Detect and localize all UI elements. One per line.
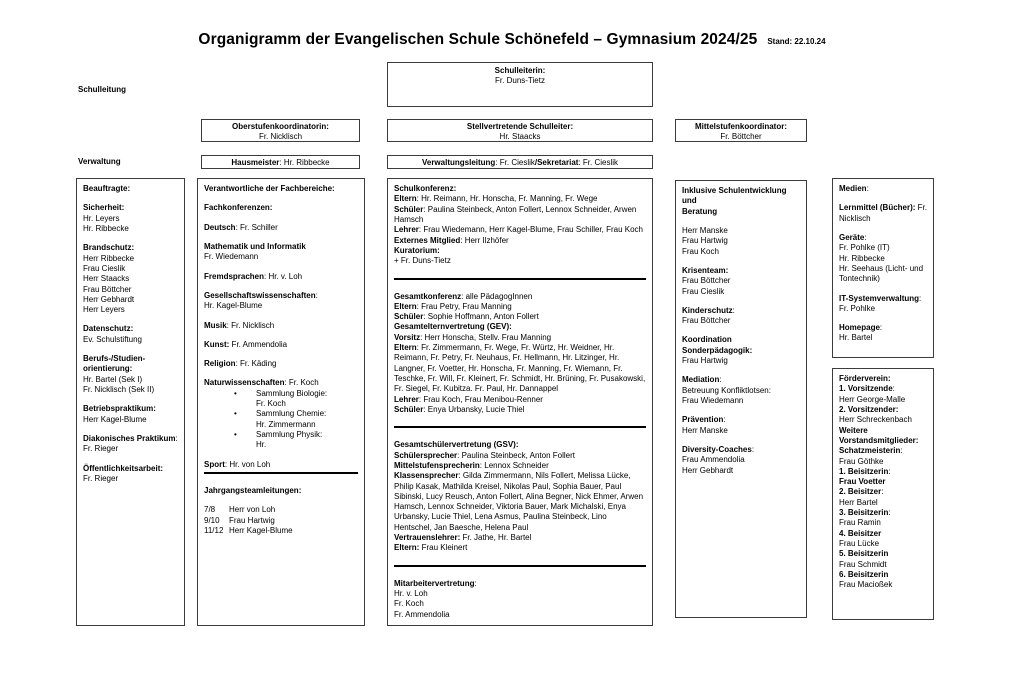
role-title: Oberstufenkoordinatorin: — [232, 122, 329, 131]
box-fachbereiche — [197, 178, 365, 626]
box-hausmeister: Hausmeister: Hr. Ribbecke — [201, 155, 360, 169]
text-line: Eltern: Fr. Zimmermann, Fr. Wege, Fr. Würtz, Hr. Weidner, Hr. Reimann, Fr. Petry, Fr. Neuhaus, Fr. Hellmann, Hr. Litzinger, Hr. Langner, Fr. Voetter, Hr. Honscha, Fr. Manning, Fr. Wiemann, Fr. Teschke, Fr. Will, Fr. Kleinert, Fr. Schmidt, Hr. Brüning, Fr. Pusakowski, Fr. Siegel, Fr. Kubitza. Fr. Paul, Hr. Dannappel — [394, 343, 646, 394]
text-line: • Sammlung Chemie: — [204, 409, 358, 419]
text-line: Gesamtelternvertretung (GEV): — [394, 322, 512, 332]
text-line: Eltern: Hr. Reimann, Hr. Honscha, Fr. Manning, Fr. Wege — [394, 194, 598, 204]
text-line: Verantwortliche der Fachbereiche: — [204, 184, 335, 193]
spacer — [682, 436, 800, 445]
text-line: Lernmittel (Bücher): Fr. Nicklisch — [839, 203, 928, 223]
text-line: Hr. Zimmermann — [256, 419, 316, 429]
text-line: + Fr. Duns-Tietz — [394, 256, 451, 266]
title-stand: Stand: 22.10.24 — [767, 37, 826, 46]
text-line: IT-Systemverwaltung: — [839, 293, 922, 303]
role-name: Hr. Staacks — [499, 132, 541, 142]
role-title: Stellvertretende Schulleiter: — [466, 122, 574, 131]
text-line: Herr Manske — [682, 225, 728, 235]
box-verwaltungsleitung: Verwaltungsleitung: Fr. Cieslik/Sekretariat: Fr. Cieslik — [387, 155, 653, 169]
box-mittelstufenkoordinator — [675, 119, 807, 142]
text-line: • Sammlung Biologie: — [204, 389, 358, 399]
text-line: Frau Böttcher — [83, 284, 132, 294]
role-name: Fr. Nicklisch — [258, 132, 303, 142]
spacer — [83, 194, 178, 203]
box-oberstufenkoordinatorin — [201, 119, 360, 142]
text-line: Datenschutz: — [83, 324, 134, 334]
text-line: Fr. Wiedemann — [204, 252, 259, 262]
text-line: Herr Manske — [682, 425, 728, 435]
text-line: Frau Ramin — [839, 518, 881, 528]
spacer — [682, 366, 800, 375]
spacer — [394, 570, 646, 579]
role-name: Fr. Duns-Tietz — [495, 76, 545, 86]
spacer — [204, 194, 358, 203]
spacer — [394, 283, 646, 292]
text-line: Inklusive Schulentwicklung und — [682, 186, 787, 206]
spacer — [204, 214, 358, 223]
text-line: Frau Koch — [682, 246, 719, 256]
text-line: Herr Leyers — [83, 305, 125, 315]
text-line: Krisenteam: — [682, 265, 729, 275]
text-line: 2. Vorsitzender: — [839, 404, 899, 414]
spacer — [682, 326, 800, 335]
text-line: 6. Beisitzerin — [839, 569, 889, 579]
text-line: Hr. Seehaus (Licht- und Tontechnik) — [839, 263, 924, 284]
section-divider — [394, 565, 646, 567]
text-line: Frau Wiedemann — [682, 396, 744, 405]
spacer — [839, 194, 927, 203]
box-gremien — [387, 178, 653, 626]
text-line: Herr Staacks — [83, 274, 130, 284]
text-line: Vertrauenslehrer: Fr. Jathe, Hr. Bartel — [394, 533, 532, 543]
text-line: Herr Gebhardt — [83, 294, 135, 304]
text-line: 3. Beisitzerin: — [839, 508, 891, 518]
text-line: Herr Schreckenbach — [839, 415, 912, 425]
text-line: • Sammlung Physik: — [204, 430, 358, 440]
text-line: Brandschutz: — [83, 243, 135, 253]
text-line: Frau Böttcher — [682, 276, 731, 286]
text-line: Gesamtkonferenz: alle PädagogInnen — [394, 291, 533, 301]
page-title — [0, 31, 1024, 49]
text-line: Fr. Koch — [394, 599, 424, 609]
text-line: 7/8 Herr von Loh — [204, 505, 276, 515]
text-line: Kinderschutz: — [682, 305, 735, 315]
text-line: Kunst: Fr. Ammendolia — [204, 339, 288, 349]
text-line: Ev. Schulstiftung — [83, 334, 142, 344]
text-line: Mittelstufensprecherin: Lennox Schneider — [394, 460, 549, 470]
text-line: Eltern: Frau Petry, Frau Manning — [394, 301, 512, 311]
spacer — [204, 233, 358, 242]
spacer — [83, 234, 178, 243]
text-line: Prävention: — [682, 415, 726, 425]
text-line: Betriebspraktikum: — [83, 404, 156, 414]
box-foerderverein — [832, 368, 934, 620]
text-line: Öffentlichkeitsarbeit: — [83, 463, 164, 473]
spacer — [204, 496, 358, 505]
text-line: 1. Beisitzerin: — [839, 466, 891, 476]
text-line: Fachkonferenzen: — [204, 203, 273, 213]
text-line: Schatzmeisterin: — [839, 446, 903, 456]
box-stellvertretender-schulleiter — [387, 119, 653, 142]
text-line: 4. Beisitzer — [839, 528, 882, 538]
spacer — [839, 224, 927, 233]
spacer — [682, 217, 800, 226]
text-line: Beratung — [682, 206, 718, 216]
text-line: Vorsitz: Herr Honscha, Stellv. Frau Manning — [394, 332, 552, 342]
row-label-schulleitung: Schulleitung — [78, 85, 126, 94]
title-text: Organigramm der Evangelischen Schule Schönefeld – Gymnasium 2024/25 — [198, 31, 758, 48]
spacer — [83, 315, 178, 324]
text-line: Gesellschaftswissenschaften: — [204, 290, 318, 300]
text-line: 9/10 Frau Hartwig — [204, 515, 275, 525]
spacer — [394, 554, 646, 563]
spacer — [682, 257, 800, 266]
spacer — [83, 455, 178, 464]
text-line: Herr Ribbecke — [83, 253, 135, 263]
spacer — [204, 282, 358, 291]
text-line: Frau Cieslik — [682, 286, 725, 296]
text-line: Frau Voetter — [839, 477, 886, 487]
spacer — [204, 369, 358, 378]
text-line: Naturwissenschaften: Fr. Koch — [204, 378, 319, 388]
text-line: Herr George-Malle — [839, 394, 906, 404]
text-line: Sport: Hr. von Loh — [204, 459, 271, 469]
box-inklusive-schulentwicklung — [675, 180, 807, 618]
spacer — [204, 451, 358, 460]
text-line: Fr. Pohlke — [839, 303, 876, 313]
text-line: Fremdsprachen: Hr. v. Loh — [204, 271, 303, 281]
spacer — [83, 425, 178, 434]
box-beauftragte — [76, 178, 185, 626]
text-line: Eltern: Frau Kleinert — [394, 543, 468, 553]
text-line: Klassensprecher: Gilda Zimmermann, Nils Follert, Melissa Lücke, Philip Kasak, Mathilda Kreisel, Nikolas Paul, Sophia Bauer, Paul Sibinski, Lucy Reusch, Anton Follert, Alina Begner, Nick Ehmer, Arwen Hamsch, Lennox Schneider, Viktoria Bauer, Mark Michalski, Enya Urbansky, Lucie Thiel, Lena Asmus, Paulina Steinbeck, Lino Hentschel, Jan Baesche, Helena Paul — [394, 471, 644, 532]
section-divider — [394, 278, 646, 280]
row-label-verwaltung: Verwaltung — [78, 157, 121, 166]
text-line: Schüler: Enya Urbansky, Lucie Thiel — [394, 404, 525, 414]
text-line: Berufs-/Studien- — [83, 354, 146, 364]
text-line: Schülersprecher: Paulina Steinbeck, Anton Follert — [394, 450, 575, 460]
section-divider — [394, 426, 646, 428]
text-line: Fr. Ammendolia — [394, 609, 450, 619]
box-medien — [832, 178, 934, 358]
spacer — [682, 406, 800, 415]
spacer — [83, 395, 178, 404]
spacer — [83, 345, 178, 354]
role-name: Fr. Böttcher — [720, 132, 762, 142]
spacer — [204, 477, 358, 486]
text-line: Medien: — [839, 184, 869, 193]
text-line: Herr Kagel-Blume — [83, 414, 147, 424]
spacer — [839, 285, 927, 294]
text-line: Herr Bartel — [839, 497, 878, 507]
spacer — [204, 263, 358, 272]
text-line: 1. Vorsitzende: — [839, 384, 895, 394]
text-line: Jahrgangsteamleitungen: — [204, 485, 302, 495]
text-line: Koordination Sonderpädagogik: — [682, 335, 753, 355]
spacer — [394, 431, 646, 440]
spacer — [204, 350, 358, 359]
spacer — [204, 331, 358, 340]
text-line: Frau Göthke — [839, 456, 884, 466]
text-line: Herr Gebhardt — [682, 465, 734, 475]
text-line: Frau Böttcher — [682, 316, 731, 326]
section-divider — [204, 472, 358, 474]
text-line: Fr. Nicklisch (Sek II) — [83, 385, 155, 394]
text-line: Schüler: Paulina Steinbeck, Anton Follert, Lennox Schneider, Arwen Hamsch — [394, 204, 637, 224]
text-line: Musik: Fr. Nicklisch — [204, 320, 275, 330]
text-line: 2. Beisitzer: — [839, 487, 884, 497]
text-line: Beauftragte: — [83, 184, 131, 193]
text-line: Fr. Rieger — [83, 444, 119, 454]
text-line: Hr. Ribbecke — [83, 223, 129, 233]
spacer — [204, 312, 358, 321]
text-line: Externes Mitglied: Herr Ilzhöfer — [394, 235, 509, 245]
text-line: Frau Cieslik — [83, 263, 126, 273]
text-line: Diversity-Coaches: — [682, 444, 755, 454]
text-line: orientierung: — [83, 364, 133, 374]
role-title: Mittelstufenkoordinator: — [695, 122, 787, 131]
text-line: 11/12 Herr Kagel-Blume — [204, 525, 293, 535]
text-line: Frau Hartwig — [682, 236, 728, 246]
text-line: Frau Lücke — [839, 539, 880, 548]
text-line: Hr. Bartel — [839, 333, 873, 343]
text-line: Hr. Bartel (Sek I) — [83, 374, 143, 384]
text-line: Mitarbeitervertretung: — [394, 578, 477, 588]
spacer — [682, 297, 800, 306]
text-line: Frau Ammendolia — [682, 455, 745, 465]
text-line: Mathematik und Informatik — [204, 241, 306, 251]
text-line: Schulkonferenz: — [394, 184, 457, 193]
text-line: Hr. — [256, 440, 267, 450]
text-line: Betreuung Konfliktlotsen: — [682, 385, 771, 395]
text-line: Homepage: — [839, 323, 883, 333]
text-line: Religion: Fr. Käding — [204, 359, 277, 369]
text-line: Förderverein: — [839, 374, 891, 383]
text-line: Hr. Kagel-Blume — [204, 301, 263, 311]
text-line: Mediation: — [682, 375, 722, 385]
text-line: Kuratorium: — [394, 245, 440, 255]
text-line: Fr. Rieger — [83, 473, 119, 483]
text-line: Frau Macioßek — [839, 580, 893, 590]
text-line: Hr. Leyers — [83, 213, 120, 223]
text-line: Fr. Pohlke (IT) — [839, 243, 890, 253]
box-schulleiterin — [387, 62, 653, 107]
text-line: 5. Beisitzerin — [839, 549, 889, 559]
text-line: Diakonisches Praktikum: — [83, 433, 178, 443]
spacer — [394, 267, 646, 276]
text-line: Lehrer: Frau Wiedemann, Herr Kagel-Blume, Frau Schiller, Frau Koch — [394, 225, 643, 235]
text-line: Frau Schmidt — [839, 559, 887, 569]
text-line: Gesamtschülervertretung (GSV): — [394, 440, 519, 450]
role-title: Schulleiterin: — [494, 66, 546, 75]
text-line: Schüler: Sophie Hoffmann, Anton Follert — [394, 312, 539, 322]
text-line: Frau Hartwig — [682, 356, 728, 366]
text-line: Lehrer: Frau Koch, Frau Menibou-Renner — [394, 394, 543, 404]
text-line: Weitere — [839, 425, 868, 435]
text-line: Deutsch: Fr. Schiller — [204, 222, 278, 232]
text-line: Fr. Koch — [256, 399, 286, 409]
text-line: Hr. v. Loh — [394, 589, 428, 598]
text-line: Vorstandsmitglieder: — [839, 435, 919, 445]
text-line: Sicherheit: — [83, 203, 125, 213]
text-line: Hr. Ribbecke — [839, 253, 885, 263]
spacer — [394, 415, 646, 424]
spacer — [839, 314, 927, 323]
text-line: Geräte: — [839, 232, 867, 242]
